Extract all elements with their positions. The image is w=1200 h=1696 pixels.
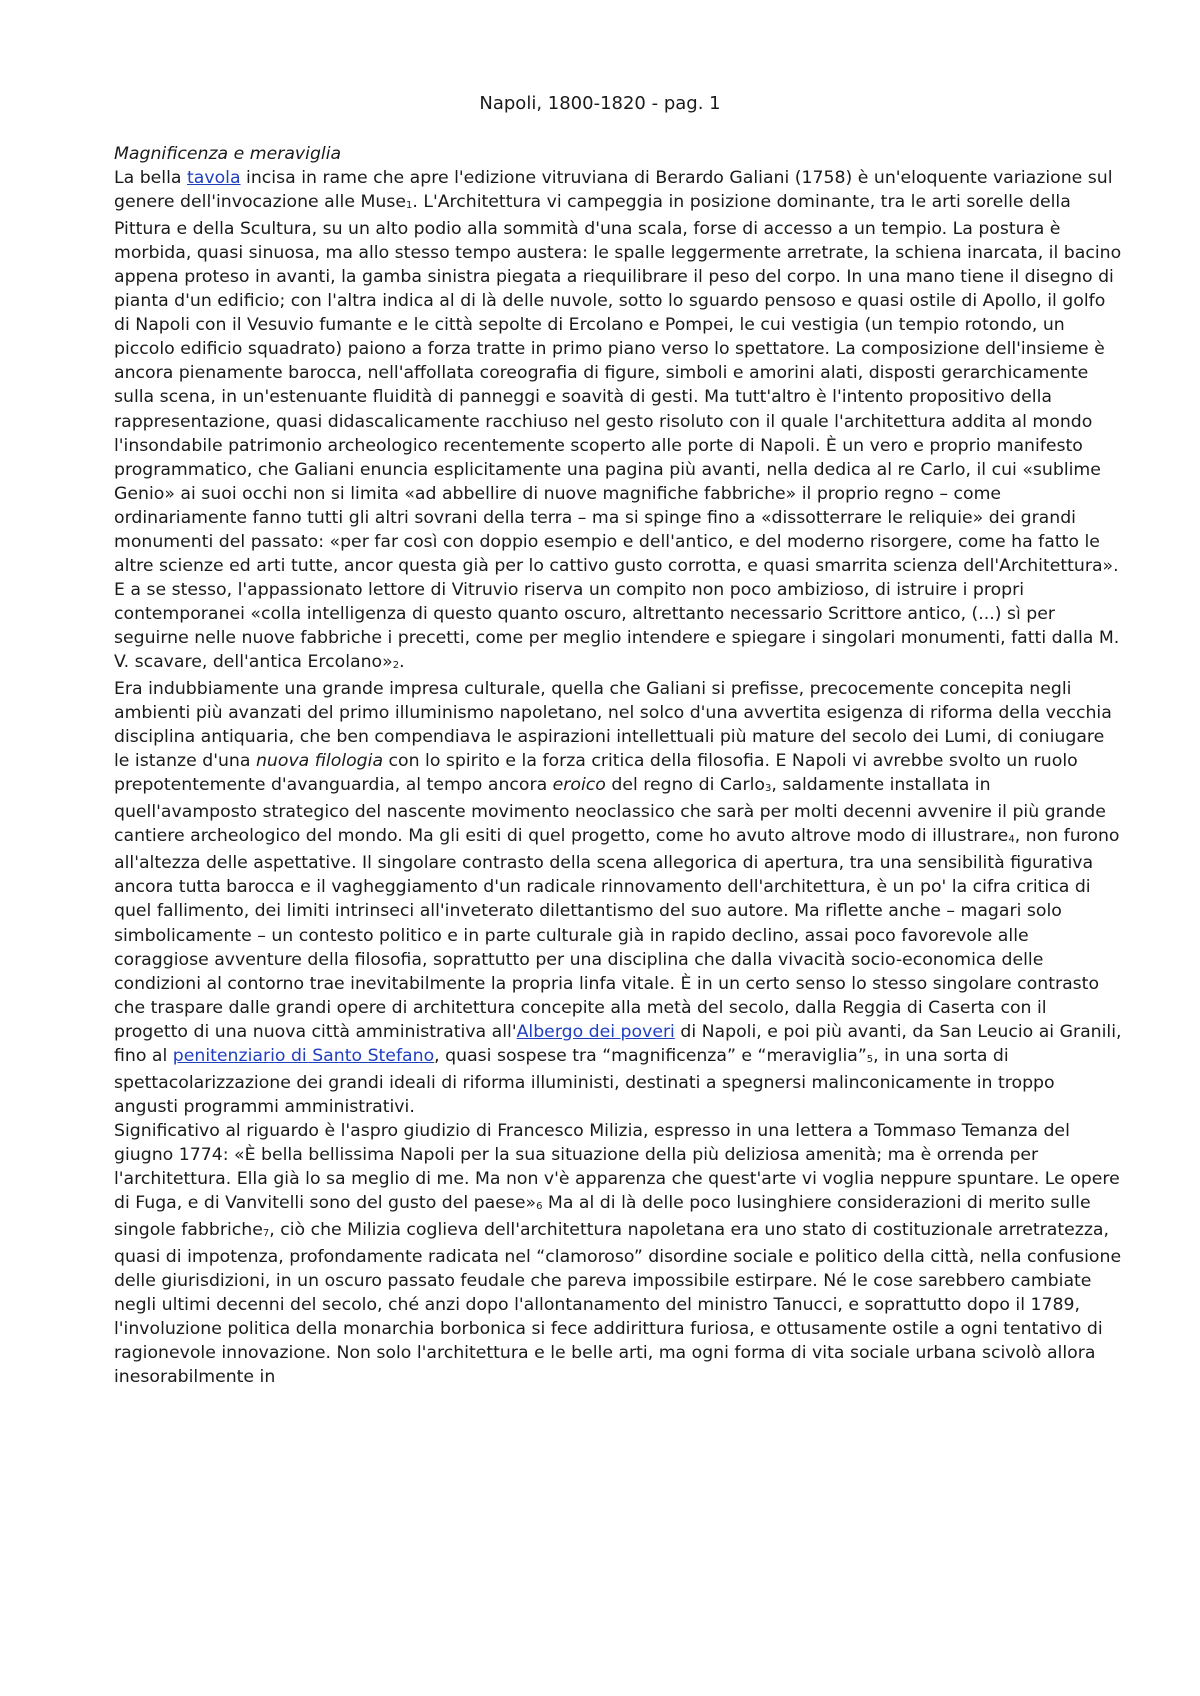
page-header: Napoli, 1800-1820 - pag. 1 — [479, 93, 721, 114]
section-heading: Magnificenza e meraviglia — [114, 144, 342, 164]
footnote-ref-3: 3 — [765, 783, 772, 795]
penitenziario-santo-stefano-link[interactable]: penitenziario di Santo Stefano — [172, 1045, 435, 1066]
footnote-ref-6: 6 — [536, 1201, 543, 1213]
paragraph-1 — [114, 166, 1124, 677]
p2-text-b: con lo spirito e la forza critica della filosofia. E Napoli vi avrebbe svolto un ruolo prepotentemente d'avanguardia, al tempo ancora — [114, 751, 1078, 796]
p3-text-a: Significativo al riguardo è l'aspro giudizio di Francesco Milizia, espresso in una lettera a Tommaso Temanza del giugno 1774: «È bella bellissima Napoli per la sua situazione della più deliziosa amenità; ma è orrenda per l'architettura. Ella già lo sa meglio di me. Ma non v'è apparenza che quest'arte vi voglia neppure spuntare. Le opere di Fuga, e di Vanvitelli sono del gusto del paese» — [114, 1120, 1120, 1214]
tavola-link[interactable]: tavola — [187, 168, 241, 189]
p1-text-c: . L'Architettura vi campeggia in posizione dominante, tra le arti sorelle della Pittura e della Scultura, su un alto podio alla sommità d'una scala, forse di accesso a un tempio. La postura è morbida, quasi sinuosa, ma allo stesso tempo austera: le spalle leggermente arretrate, la schiena inarcata, il bacino appena proteso in avanti, la gamba sinistra piegata a riequilibrare il peso del corpo. In una mano tiene il disegno di pianta d'un edificio; con l'altra indica al di là delle nuvole, sotto lo sguardo pensoso e quasi ostile di Apollo, il golfo di Napoli con il Vesuvio fumante e le città sepolte di Ercolano e Pompei, le cui vestigia (un tempio rotondo, un piccolo edificio squadrato) paiono a forza tratte in primo piano verso lo spettatore. La composizione dell'insieme è ancora pienamente barocca, nell'affollata coreografia di figure, simboli e amorini alati, disposti gerarchicamente sulla scena, in un'estenuante fluidità di panneggi e soavità di gesti. Ma tutt'altro è l'intento propositivo della rappresentazione, quasi didascalicamente racchiuso nel gesto risoluto con il quale l'architettura addita al mondo l'insondabile patrimonio archeologico recentemente scoperto alle porte di Napoli. È un vero e proprio manifesto programmatico, che Galiani enuncia esplicitamente una pagina più avanti, nella dedica al re Carlo, il cui «sublime Genio» ai suoi occhi non si limita «ad abbellire di nuove magnifiche fabbriche» il proprio regno – come ordinariamente fanno tutti gli altri sovrani della terra – ma si spinge fino a «dissotterrare le reliquie» dei grandi monumenti del passato: «per far così con doppio esempio e dell'antico, e del moderno risorgere, come ha fatto le altre scienze ed arti tutte, ancor questa già per lo cattivo gusto corrotta, e quasi smarrita scienza dell'Architettura». E a se stesso, l'appassionato lettore di Vitruvio riserva un compito non poco ambizioso, di istruire i propri contemporanei «colla intelligenza di questo quanto oscuro, altrettanto necessario Scrittore antico, (...) sì per seguirne nelle nuove fabbriche i precetti, come per meglio intendere e spiegare i singolari monumenti, fatti dalla M. V. scavare, dell'antica Ercolano» — [114, 192, 1122, 672]
p2-text-d: , saldamente installata in quell'avamposto strategico del nascente movimento neoclassico che sarà per molti decenni avvenire il più grande cantiere archeologico del mondo. Ma gli esiti di quel progetto, come ho avuto altrove modo di illustrare — [114, 775, 1106, 847]
p2-text-f: di Napoli, e poi più avanti, da San Leucio ai Granili, fino al — [114, 1021, 1122, 1066]
albergo-dei-poveri-link[interactable]: Albergo dei poveri — [516, 1021, 675, 1042]
p2-text-a: Era indubbiamente una grande impresa culturale, quella che Galiani si prefisse, precocemente concepita negli ambienti più avanzati del primo illuminismo napoletano, nel solco d'una avvertita esigenza di riforma della vecchia disciplina antiquaria, che ben compendiava le aspirazioni intellettuali più mature del secolo dei Lumi, di coniugare le istanze d'una — [114, 679, 1112, 772]
p2-text-g: , quasi sospese tra “magnificenza” e “meraviglia” — [434, 1045, 867, 1066]
p1-text-b: incisa in rame che apre l'edizione vitruviana di Berardo Galiani (1758) è un'eloquente variazione sul genere dell'invocazione alle Muse — [114, 168, 1113, 213]
footnote-ref-7: 7 — [262, 1228, 270, 1240]
paragraph-2 — [114, 677, 1124, 1119]
p2-text-c: del regno di Carlo — [605, 775, 765, 796]
p3-text-b: Ma al di là delle poco lusinghiere considerazioni di merito sulle singole fabbriche — [114, 1193, 1091, 1241]
p1-text-a: La bella — [114, 168, 187, 189]
p2-italic-eroico: eroico — [552, 775, 606, 796]
footnote-ref-1: 1 — [405, 200, 413, 212]
p2-text-h: , in una sorta di spettacolarizzazione dei grandi ideali di riforma illuministi, destinati a spegnersi malinconicamente in troppo angusti programmi amministrativi. — [114, 1045, 1055, 1117]
p2-text-e: , non furono all'altezza delle aspettative. Il singolare contrasto della scena allegorica di apertura, tra una sensibilità figurativa ancora tutta barocca e il vagheggiamento d'un radicale rinnovamento dell'architettura, è un po' la cifra critica di quel fallimento, dei limiti intrinseci all'inveterato dilettantismo del suo autore. Ma riflette anche – magari solo simbolicamente – un contesto politico e in parte culturale già in rapido declino, assai poco favorevole alle coraggiose avventure della filosofia, soprattutto per una disciplina che dalla vivacità socio-economica delle condizioni al contorno trae inevitabilmente la propria linfa vitale. È in un certo senso lo stesso singolare contrasto che traspare dalle grandi opere di architettura concepite alla metà del secolo, dalla Reggia di Caserta con il progetto di una nuova città amministrativa all' — [114, 826, 1120, 1042]
p1-text-d: . — [399, 651, 405, 672]
footnote-ref-5: 5 — [866, 1053, 874, 1065]
footnote-ref-2: 2 — [392, 659, 400, 671]
footnote-ref-4: 4 — [1008, 834, 1015, 846]
document-body — [114, 142, 1124, 1389]
paragraph-3 — [114, 1119, 1124, 1390]
p2-italic-nuova-filologia: nuova filologia — [255, 751, 384, 772]
p3-text-c: , ciò che Milizia coglieva dell'architettura napoletana era uno stato di costituzionale arretratezza, quasi di impotenza, profondamente radicata nel “clamoroso” disordine sociale e politico della città, nella confusione delle giurisdizioni, in un oscuro passato feudale che pareva impossibile estirpare. Né le cose sarebbero cambiate negli ultimi decenni del secolo, ché anzi dopo l'allontanamento del ministro Tanucci, e soprattutto dopo il 1789, l'involuzione politica della monarchia borbonica si fece addirittura furiosa, e ottusamente ostile a ogni tentativo di ragionevole innovazione. Non solo l'architettura e le belle arti, ma ogni forma di vita sociale urbana scivolò allora inesorabilmente in — [114, 1220, 1122, 1388]
